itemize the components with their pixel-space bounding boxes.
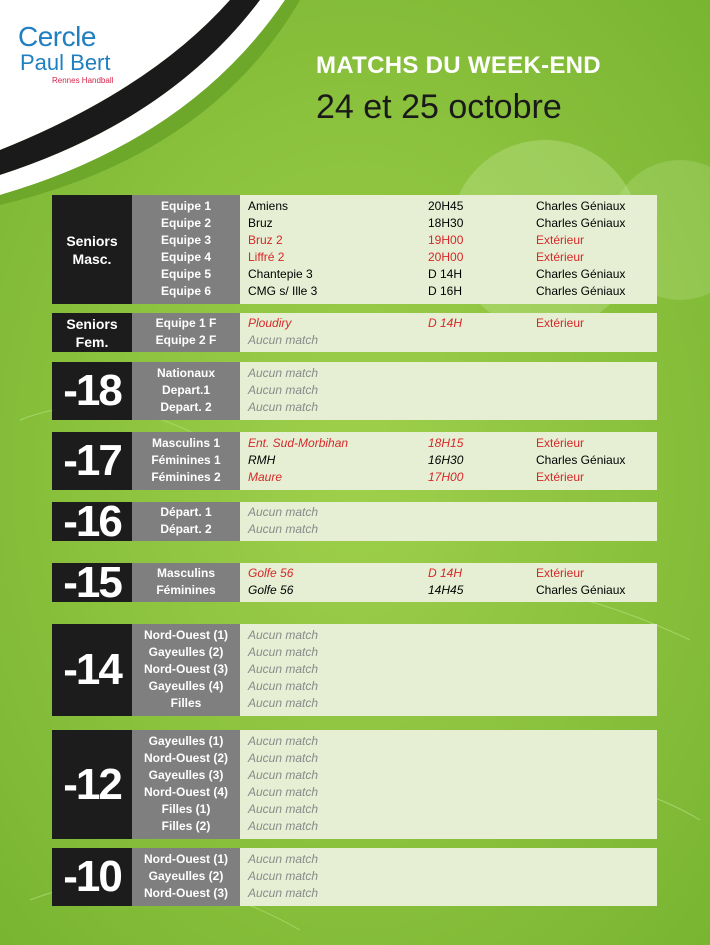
- match-row: [240, 504, 657, 521]
- opponent: Ploudiry: [248, 316, 292, 330]
- opponent: Maure: [248, 470, 283, 484]
- match-row: [240, 565, 657, 582]
- team-name: Féminines 1: [151, 453, 221, 467]
- match-time: 18H30: [428, 216, 464, 230]
- match-row: [240, 382, 657, 399]
- opponent: Ent. Sud-Morbihan: [248, 436, 349, 450]
- team-name: Nord-Ouest (3): [144, 886, 228, 900]
- match-venue: Charles Géniaux: [536, 453, 626, 467]
- opponent: Aucun match: [248, 734, 319, 748]
- match-row: [240, 678, 657, 695]
- match-row: [240, 332, 657, 349]
- category-block: [52, 496, 657, 546]
- match-column: [240, 730, 657, 839]
- match-venue: Extérieur: [536, 316, 585, 330]
- category-label: Seniors Fem.: [52, 313, 132, 352]
- opponent: Aucun match: [248, 869, 319, 883]
- team-name: Gayeulles (1): [148, 734, 224, 748]
- match-venue: Charles Géniaux: [536, 583, 626, 597]
- team-name: Nord-Ouest (1): [144, 628, 228, 642]
- opponent: Aucun match: [248, 886, 319, 900]
- opponent: Aucun match: [248, 383, 319, 397]
- team-name: Gayeulles (4): [148, 679, 224, 693]
- opponent: Amiens: [248, 199, 289, 213]
- opponent: Aucun match: [248, 679, 319, 693]
- logo-line-1: Cercle: [18, 21, 96, 52]
- match-time: 14H45: [428, 583, 464, 597]
- team-name: Gayeulles (2): [148, 645, 224, 659]
- team-name: Filles (2): [161, 819, 211, 833]
- category-block: [52, 195, 657, 304]
- opponent: Aucun match: [248, 662, 319, 676]
- match-venue: Charles Géniaux: [536, 199, 626, 213]
- team-name: Equipe 5: [160, 267, 211, 281]
- match-row: [240, 661, 657, 678]
- category-label: -18: [52, 362, 132, 420]
- opponent: Aucun match: [248, 400, 319, 414]
- team-name: Equipe 4: [160, 250, 211, 264]
- match-venue: Charles Géniaux: [536, 284, 626, 298]
- team-column: [132, 432, 240, 490]
- match-column: [240, 313, 657, 352]
- match-row: [240, 315, 657, 332]
- team-name: Féminines 2: [151, 470, 221, 484]
- match-row: [240, 767, 657, 784]
- match-time: 19H00: [428, 233, 464, 247]
- match-row: [240, 452, 657, 469]
- match-time: D 14H: [428, 566, 463, 580]
- match-row: [240, 627, 657, 644]
- team-name: Masculins 1: [151, 436, 221, 450]
- opponent: Aucun match: [248, 819, 319, 833]
- match-venue: Extérieur: [536, 566, 585, 580]
- match-venue: Extérieur: [536, 470, 585, 484]
- opponent: Aucun match: [248, 522, 319, 536]
- match-column: [240, 195, 657, 304]
- opponent: Aucun match: [248, 785, 319, 799]
- category-label: -14: [52, 624, 132, 716]
- match-time: D 14H: [428, 267, 463, 281]
- team-name: Gayeulles (3): [148, 768, 224, 782]
- match-time: 16H30: [428, 453, 464, 467]
- club-logo: [18, 22, 128, 85]
- opponent: RMH: [248, 453, 276, 467]
- logo-line-2: Paul Bert: [20, 50, 111, 75]
- opponent: Aucun match: [248, 505, 319, 519]
- team-column: [132, 313, 240, 352]
- page-title: MATCHS DU WEEK-END: [316, 52, 601, 79]
- match-row: [240, 582, 657, 599]
- team-column: [132, 624, 240, 716]
- match-column: [240, 848, 657, 906]
- opponent: Aucun match: [248, 645, 319, 659]
- match-column: [240, 624, 657, 716]
- team-name: Depart.1: [161, 383, 211, 397]
- opponent: Liffré 2: [248, 250, 285, 264]
- match-row: [240, 232, 657, 249]
- opponent: Bruz 2: [248, 233, 283, 247]
- match-row: [240, 249, 657, 266]
- match-row: [240, 215, 657, 232]
- match-row: [240, 750, 657, 767]
- category-label: -12: [52, 730, 132, 839]
- page-date: 24 et 25 octobre: [316, 88, 562, 126]
- team-name: Equipe 3: [160, 233, 211, 247]
- match-row: [240, 733, 657, 750]
- team-column: [132, 730, 240, 839]
- match-time: 20H00: [428, 250, 464, 264]
- team-name: Filles: [170, 696, 202, 710]
- match-row: [240, 521, 657, 538]
- category-label: Seniors Masc.: [52, 195, 132, 304]
- opponent: Golfe 56: [248, 566, 294, 580]
- opponent: Bruz: [248, 216, 273, 230]
- category-label: -16: [52, 502, 132, 541]
- match-row: [240, 399, 657, 416]
- match-time: D 16H: [428, 284, 463, 298]
- match-column: [240, 563, 657, 602]
- opponent: Chantepie 3: [248, 267, 313, 281]
- match-row: [240, 283, 657, 300]
- match-row: [240, 435, 657, 452]
- match-venue: Extérieur: [536, 250, 585, 264]
- opponent: Aucun match: [248, 366, 319, 380]
- category-block: [52, 848, 657, 906]
- match-row: [240, 801, 657, 818]
- category-block: [52, 432, 657, 490]
- match-time: D 14H: [428, 316, 463, 330]
- team-column: [132, 563, 240, 602]
- category-block: [52, 624, 657, 716]
- match-row: [240, 469, 657, 486]
- match-row: [240, 644, 657, 661]
- team-column: [132, 848, 240, 906]
- team-name: Filles (1): [161, 802, 211, 816]
- category-label: -15: [52, 563, 132, 602]
- match-time: 17H00: [428, 470, 464, 484]
- team-name: Gayeulles (2): [148, 869, 224, 883]
- match-column: [240, 362, 657, 420]
- team-name: Equipe 6: [160, 284, 211, 298]
- match-venue: Charles Géniaux: [536, 216, 626, 230]
- opponent: Aucun match: [248, 802, 319, 816]
- match-row: [240, 885, 657, 902]
- team-name: Equipe 2: [160, 216, 211, 230]
- opponent: Aucun match: [248, 751, 319, 765]
- match-row: [240, 851, 657, 868]
- team-column: [132, 362, 240, 420]
- team-name: Masculins: [156, 566, 216, 580]
- team-name: Equipe 1 F: [155, 316, 217, 330]
- opponent: Aucun match: [248, 333, 319, 347]
- team-name: Nord-Ouest (2): [144, 751, 228, 765]
- match-row: [240, 784, 657, 801]
- match-time: 20H45: [428, 199, 464, 213]
- opponent: CMG s/ Ille 3: [248, 284, 318, 298]
- match-row: [240, 266, 657, 283]
- match-row: [240, 818, 657, 835]
- opponent: Golfe 56: [248, 583, 294, 597]
- match-row: [240, 868, 657, 885]
- team-name: Equipe 2 F: [155, 333, 217, 347]
- team-name: Nationaux: [156, 366, 215, 380]
- team-column: [132, 502, 240, 541]
- category-label: -10: [52, 848, 132, 906]
- opponent: Aucun match: [248, 768, 319, 782]
- category-block: [52, 362, 657, 420]
- opponent: Aucun match: [248, 852, 319, 866]
- match-column: [240, 502, 657, 541]
- match-time: 18H15: [428, 436, 464, 450]
- opponent: Aucun match: [248, 696, 319, 710]
- match-venue: Charles Géniaux: [536, 267, 626, 281]
- team-name: Départ. 1: [160, 505, 212, 519]
- opponent: Aucun match: [248, 628, 319, 642]
- category-block: [52, 730, 657, 839]
- logo-line-3: Rennes Handball: [52, 76, 114, 85]
- category-label: -17: [52, 432, 132, 490]
- team-column: [132, 195, 240, 304]
- team-name: Depart. 2: [160, 400, 212, 414]
- category-block: [52, 557, 657, 607]
- team-name: Equipe 1: [160, 199, 211, 213]
- match-row: [240, 365, 657, 382]
- team-name: Départ. 2: [160, 522, 212, 536]
- match-row: [240, 695, 657, 712]
- team-name: Nord-Ouest (4): [144, 785, 228, 799]
- team-name: Nord-Ouest (1): [144, 852, 228, 866]
- match-row: [240, 198, 657, 215]
- team-name: Nord-Ouest (3): [144, 662, 228, 676]
- match-venue: Extérieur: [536, 233, 585, 247]
- match-venue: Extérieur: [536, 436, 585, 450]
- team-name: Féminines: [156, 583, 216, 597]
- category-block: [52, 313, 657, 352]
- match-column: [240, 432, 657, 490]
